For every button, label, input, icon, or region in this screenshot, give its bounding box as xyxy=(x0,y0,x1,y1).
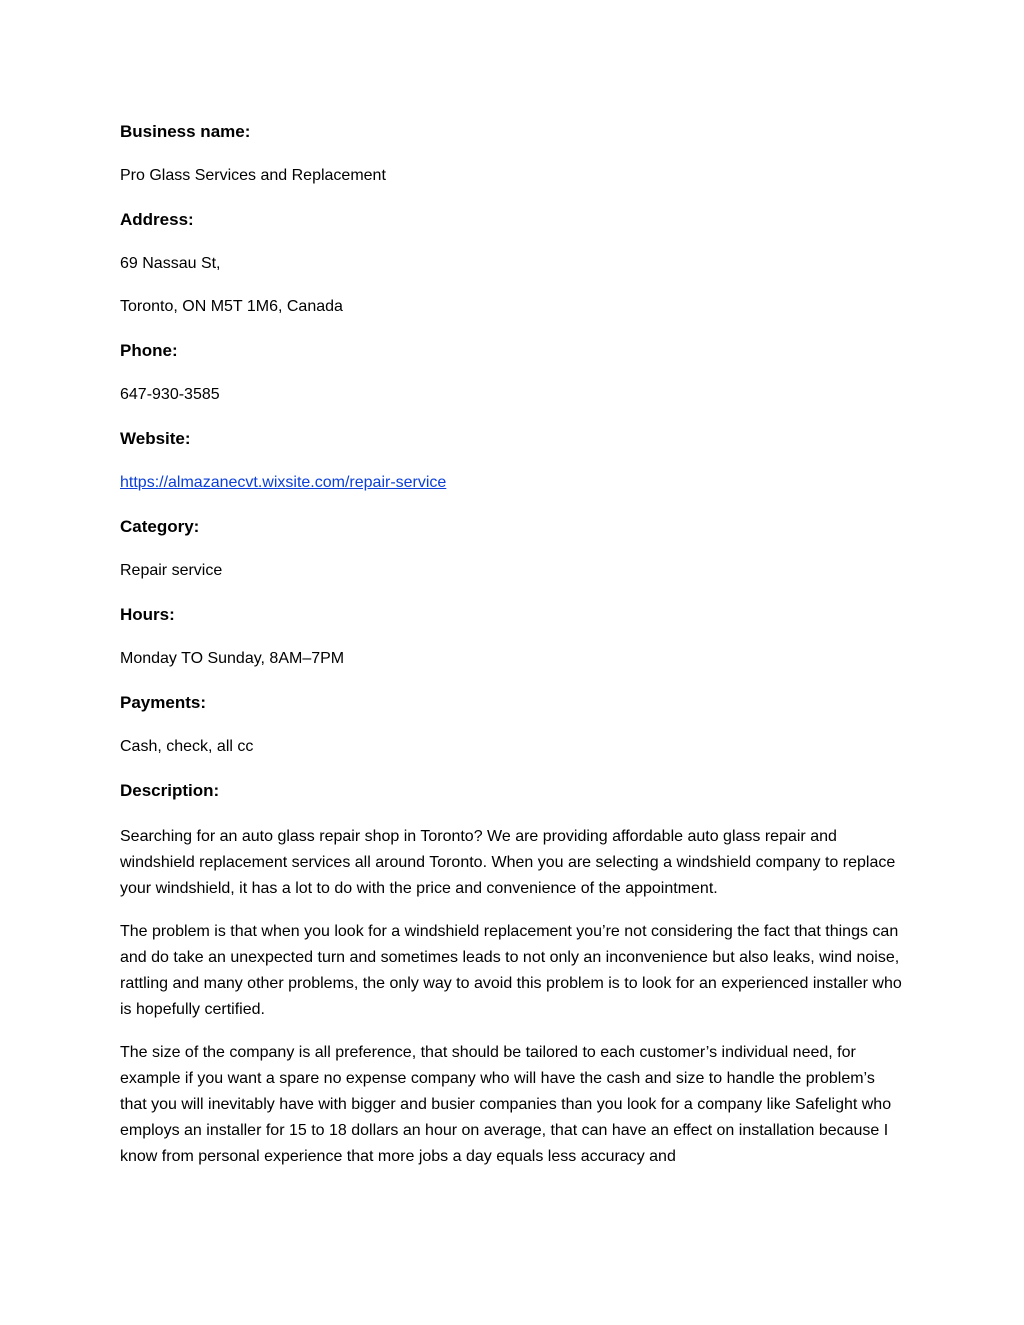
business-name-label: Business name: xyxy=(120,122,251,141)
website-link[interactable]: https://almazanecvt.wixsite.com/repair-service xyxy=(120,474,447,491)
business-name-value: Pro Glass Services and Replacement xyxy=(120,167,386,184)
description-paragraph-2: The problem is that when you look for a windshield replacement you’re not considering the fact that things can and do take an unexpected turn and sometimes leads to not only an inconvenience but also leaks, wind noise, rattling and many other problems, the only way to avoid this problem is to look for an experienced installer who is hopefully certified. xyxy=(120,923,902,1018)
description-paragraph-3: The size of the company is all preference, that should be tailored to each customer’s individual need, for example if you want a spare no expense company who will have the cash and size to handle the problem’s that you will inevitably have with bigger and busier companies than you look for a company like Safelight who employs an installer for 15 to 18 dollars an hour on average, that can have an effect on installation because I know from personal experience that more jobs a day equals less accuracy and xyxy=(120,1044,892,1165)
phone-value: 647-930-3585 xyxy=(120,386,220,403)
category-value: Repair service xyxy=(120,562,223,579)
hours-label: Hours: xyxy=(120,605,175,624)
payments-label: Payments: xyxy=(120,693,206,712)
category-label: Category: xyxy=(120,517,200,536)
address-line-2: Toronto, ON M5T 1M6, Canada xyxy=(120,298,343,315)
website-value xyxy=(120,472,905,494)
hours-value: Monday TO Sunday, 8AM–7PM xyxy=(120,650,345,667)
phone-label: Phone: xyxy=(120,341,178,360)
description-label: Description: xyxy=(120,781,220,800)
description-paragraph-1: Searching for an auto glass repair shop in Toronto? We are providing affordable auto glass repair and windshield replacement services all around Toronto. When you are selecting a windshield company to replace your windshield, it has a lot to do with the price and convenience of the appointment. xyxy=(120,828,896,897)
document-page xyxy=(120,121,905,1170)
website-label: Website: xyxy=(120,429,191,448)
payments-value: Cash, check, all cc xyxy=(120,738,254,755)
address-label: Address: xyxy=(120,210,194,229)
address-line-1: 69 Nassau St, xyxy=(120,255,221,272)
